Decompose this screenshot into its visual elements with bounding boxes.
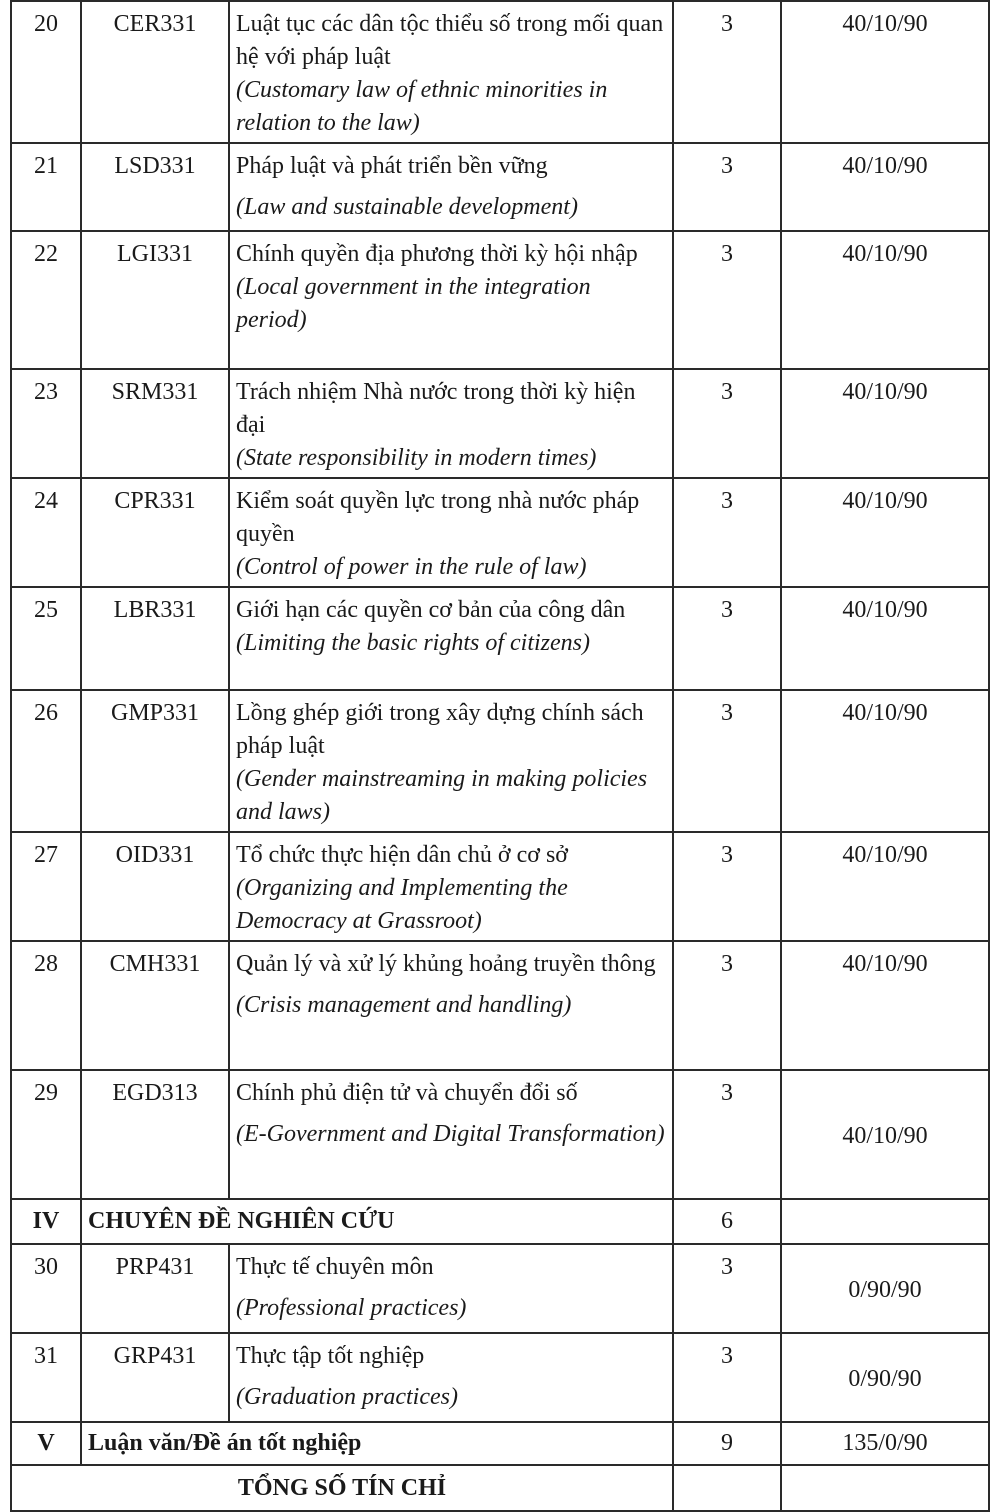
course-credits: 3 [673, 832, 781, 941]
row-number: 20 [11, 1, 81, 143]
table-row [11, 690, 989, 832]
course-name [229, 690, 673, 832]
row-number: 28 [11, 941, 81, 1070]
course-name-en: (Organizing and Implementing the Democracy at Grassroot) [236, 875, 568, 934]
section-credits: 9 [673, 1422, 781, 1465]
table-row [11, 1070, 989, 1199]
table-row [11, 231, 989, 369]
table-row [11, 1333, 989, 1422]
course-name-en: (State responsibility in modern times) [236, 445, 597, 471]
course-name-vi: Pháp luật và phát triển bền vững [236, 153, 548, 179]
table-row [11, 1, 989, 143]
course-name-en: (Professional practices) [236, 1295, 467, 1321]
course-hours: 40/10/90 [781, 690, 989, 832]
row-number: 30 [11, 1244, 81, 1333]
course-name-en: (Law and sustainable development) [236, 194, 578, 220]
course-code: LSD331 [81, 143, 229, 231]
course-code: CER331 [81, 1, 229, 143]
course-hours: 40/10/90 [781, 587, 989, 690]
row-number: 21 [11, 143, 81, 231]
course-credits: 3 [673, 231, 781, 369]
row-number: 25 [11, 587, 81, 690]
course-name-vi: Chính phủ điện tử và chuyển đổi số [236, 1080, 578, 1106]
total-row [11, 1465, 989, 1511]
row-number: 22 [11, 231, 81, 369]
course-credits: 3 [673, 1244, 781, 1333]
course-name-en: (Gender mainstreaming in making policies and laws) [236, 766, 648, 825]
course-credits: 3 [673, 478, 781, 587]
course-name [229, 941, 673, 1070]
course-name-vi: Giới hạn các quyền cơ bản của công dân [236, 597, 626, 623]
course-name [229, 587, 673, 690]
section-title: CHUYÊN ĐỀ NGHIÊN CỨU [81, 1199, 673, 1244]
table-row [11, 587, 989, 690]
course-name-en: (Limiting the basic rights of citizens) [236, 630, 590, 656]
row-number: 23 [11, 369, 81, 478]
total-hours [781, 1465, 989, 1511]
course-code: LGI331 [81, 231, 229, 369]
course-name-vi: Trách nhiệm Nhà nước trong thời kỳ hiện đại [236, 379, 636, 438]
curriculum-table-body [11, 1, 989, 1511]
row-number: 26 [11, 690, 81, 832]
table-row [11, 369, 989, 478]
course-name [229, 832, 673, 941]
course-name-en: (Crisis management and handling) [236, 992, 572, 1018]
course-name-en: (E-Government and Digital Transformation) [236, 1121, 665, 1147]
course-name [229, 231, 673, 369]
course-code: OID331 [81, 832, 229, 941]
course-name [229, 478, 673, 587]
course-name-vi: Lồng ghép giới trong xây dựng chính sách pháp luật [236, 700, 644, 759]
curriculum-table [10, 0, 990, 1512]
course-credits: 3 [673, 1333, 781, 1422]
course-credits: 3 [673, 1070, 781, 1199]
course-code: PRP431 [81, 1244, 229, 1333]
section-number: IV [11, 1199, 81, 1244]
section-hours: 135/0/90 [781, 1422, 989, 1465]
course-hours: 40/10/90 [781, 1, 989, 143]
course-name-en: (Customary law of ethnic minorities in relation to the law) [236, 77, 608, 136]
course-credits: 3 [673, 143, 781, 231]
section-row [11, 1199, 989, 1244]
course-credits: 3 [673, 690, 781, 832]
course-name [229, 1333, 673, 1422]
course-code: LBR331 [81, 587, 229, 690]
section-title: Luận văn/Đề án tốt nghiệp [81, 1422, 673, 1465]
course-code: GMP331 [81, 690, 229, 832]
course-code: GRP431 [81, 1333, 229, 1422]
course-name-vi: Quản lý và xử lý khủng hoảng truyền thông [236, 951, 656, 977]
course-credits: 3 [673, 941, 781, 1070]
course-name-en: (Graduation practices) [236, 1384, 458, 1410]
course-hours: 0/90/90 [781, 1244, 989, 1333]
course-credits: 3 [673, 1, 781, 143]
row-number: 24 [11, 478, 81, 587]
course-hours: 0/90/90 [781, 1333, 989, 1422]
course-code: CPR331 [81, 478, 229, 587]
course-name-vi: Tổ chức thực hiện dân chủ ở cơ sở [236, 842, 568, 868]
row-number: 27 [11, 832, 81, 941]
course-name-vi: Chính quyền địa phương thời kỳ hội nhập [236, 241, 638, 267]
row-number: 29 [11, 1070, 81, 1199]
course-code: EGD313 [81, 1070, 229, 1199]
course-hours: 40/10/90 [781, 143, 989, 231]
row-number: 31 [11, 1333, 81, 1422]
section-row [11, 1422, 989, 1465]
section-credits: 6 [673, 1199, 781, 1244]
table-row [11, 941, 989, 1070]
course-name [229, 1, 673, 143]
course-name [229, 1244, 673, 1333]
course-name-vi: Kiểm soát quyền lực trong nhà nước pháp quyền [236, 488, 640, 547]
table-row [11, 478, 989, 587]
section-number: V [11, 1422, 81, 1465]
section-hours [781, 1199, 989, 1244]
course-name-en: (Control of power in the rule of law) [236, 554, 587, 580]
course-code: CMH331 [81, 941, 229, 1070]
course-credits: 3 [673, 587, 781, 690]
course-hours: 40/10/90 [781, 369, 989, 478]
total-credits [673, 1465, 781, 1511]
course-hours: 40/10/90 [781, 832, 989, 941]
table-row [11, 832, 989, 941]
course-name-vi: Luật tục các dân tộc thiểu số trong mối quan hệ với pháp luật [236, 11, 664, 70]
course-hours: 40/10/90 [781, 941, 989, 1070]
course-name-vi: Thực tế chuyên môn [236, 1254, 434, 1280]
course-name-vi: Thực tập tốt nghiệp [236, 1343, 425, 1369]
total-label: TỔNG SỐ TÍN CHỈ [11, 1465, 673, 1511]
course-credits: 3 [673, 369, 781, 478]
table-row [11, 1244, 989, 1333]
course-hours: 40/10/90 [781, 231, 989, 369]
course-name-en: (Local government in the integration period) [236, 274, 591, 333]
course-hours: 40/10/90 [781, 478, 989, 587]
course-code: SRM331 [81, 369, 229, 478]
course-hours: 40/10/90 [781, 1070, 989, 1199]
table-row [11, 143, 989, 231]
course-name [229, 143, 673, 231]
course-name [229, 1070, 673, 1199]
course-name [229, 369, 673, 478]
